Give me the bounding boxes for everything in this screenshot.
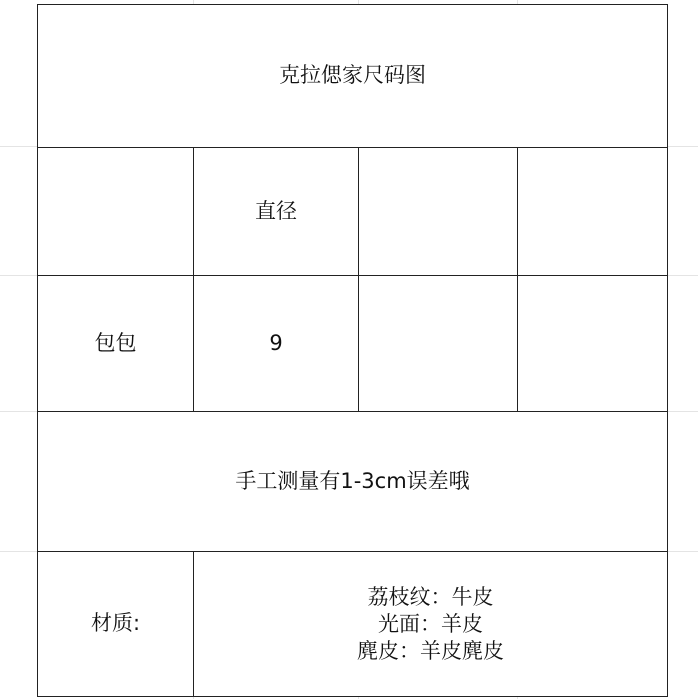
title-row bbox=[38, 5, 668, 148]
table-cell[interactable] bbox=[359, 276, 518, 412]
diameter-value-cell[interactable]: 9 bbox=[194, 276, 359, 412]
material-label-cell[interactable]: 材质: bbox=[38, 552, 194, 697]
material-row bbox=[38, 552, 668, 697]
note-row bbox=[38, 412, 668, 552]
data-row bbox=[38, 276, 668, 412]
table-cell[interactable] bbox=[518, 148, 668, 276]
chart-title-cell[interactable]: 克拉偲家尺码图 bbox=[38, 5, 668, 148]
measurement-note-cell[interactable]: 手工测量有1-3cm误差哦 bbox=[38, 412, 668, 552]
bag-label-cell[interactable]: 包包 bbox=[38, 276, 194, 412]
header-row bbox=[38, 148, 668, 276]
material-line: 光面：羊皮 bbox=[378, 611, 483, 636]
material-line: 麂皮：羊皮麂皮 bbox=[357, 638, 504, 663]
table-cell[interactable] bbox=[38, 148, 194, 276]
material-line: 荔枝纹：牛皮 bbox=[367, 584, 494, 609]
size-chart-table bbox=[37, 4, 668, 697]
material-detail-cell[interactable] bbox=[194, 552, 668, 697]
table-cell[interactable] bbox=[518, 276, 668, 412]
table-cell[interactable] bbox=[359, 148, 518, 276]
diameter-header-cell[interactable]: 直径 bbox=[194, 148, 359, 276]
